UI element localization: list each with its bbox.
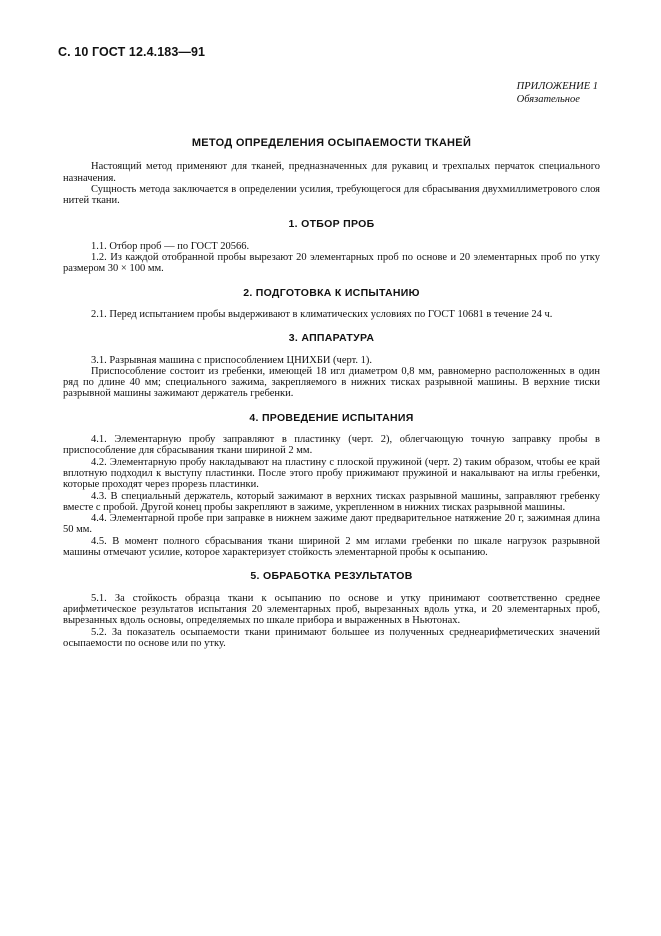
section-heading: 3. АППАРАТУРА [288, 332, 375, 345]
intro-paragraph: Сущность метода заключается в определении усилия, требующегося для сбрасывания двухмиллиметрового слоя нитей ткани. [63, 183, 600, 207]
section-paragraph: 4.2. Элементарную пробу накладывают на пластину с плоской пружиной (черт. 2) таким образом, чтобы ее край вплотную подходил к выступу пластинки. После этого пробу прижимают пружиной и накалывают на иглы гребенки, которые проходят через прорезь пластинки. [63, 456, 600, 491]
intro-paragraph: Настоящий метод применяют для тканей, предназначенных для рукавиц и трехпалых перчаток специального назначения. [63, 161, 600, 184]
document-body [63, 138, 600, 649]
section-paragraph: 5.1. За стойкость образца ткани к осыпанию по основе и утку принимают соответственно среднее арифметическое результатов испытания 20 элементарных проб, вырезанных вдоль утка, и 20 элементарных проб, вырезанных вдоль основы, определяемых по шкале прибора и выраженных в Ньютонах. [63, 592, 600, 627]
section-paragraph: 4.1. Элементарную пробу заправляют в пластинку (черт. 2), облегчающую точную заправку пробы в приспособление для сбрасывания ткани шириной 2 мм. [63, 434, 600, 457]
section-heading: 5. ОБРАБОТКА РЕЗУЛЬТАТОВ [250, 570, 413, 583]
annex-status: Обязательное [516, 94, 580, 105]
annex-title: ПРИЛОЖЕНИЕ 1 [516, 81, 598, 92]
section-paragraph: 1.1. Отбор проб — по ГОСТ 20566. [91, 240, 250, 252]
section-paragraph: 1.2. Из каждой отобранной пробы вырезают 20 элементарных проб по основе и 20 элементарных проб по утку размером 30 × 100 мм. [63, 252, 600, 275]
section-heading: 4. ПРОВЕДЕНИЕ ИСПЫТАНИЯ [249, 411, 414, 424]
section-paragraph: 3.1. Разрывная машина с приспособлением ЦНИХБИ (черт. 1). [91, 354, 373, 366]
page-header: С. 10 ГОСТ 12.4.183—91 [58, 45, 206, 59]
section-heading: 2. ПОДГОТОВКА К ИСПЫТАНИЮ [243, 286, 420, 299]
annex-label [517, 80, 598, 106]
section-heading: 1. ОТБОР ПРОБ [288, 218, 375, 231]
section-paragraph: Приспособление состоит из гребенки, имеющей 18 игл диаметром 0,8 мм, равномерно расположенных в один ряд по длине 40 мм; специального зажима, закрепляемого в нижних тисках разрывной машины. В верхние тиски разрывной машины зажимают держатель гребенки. [63, 365, 600, 400]
section-paragraph: 4.4. Элементарной пробе при заправке в нижнем зажиме дают предварительное натяжение 20 г, зажимная длина 50 мм. [63, 513, 600, 536]
section-paragraph: 4.5. В момент полного сбрасывания ткани шириной 2 мм иглами гребенки по шкале нагрузок разрывной машины отмечают усилие, которое характеризует стойкость элементарной пробы к осыпанию. [63, 535, 600, 559]
section-paragraph: 5.2. За показатель осыпаемости ткани принимают большее из полученных среднеарифметических значений осыпаемости по основе или по утку. [63, 626, 600, 649]
section-paragraph: 4.3. В специальный держатель, который зажимают в верхних тисках разрывной машины, заправляют гребенку вместе с пробой. Другой конец пробы закрепляют в зажиме, укрепленном в нижних тисках разрывной машины. [63, 490, 600, 513]
section-paragraph: 2.1. Перед испытанием пробы выдерживают в климатических условиях по ГОСТ 10681 в течение 24 ч. [91, 308, 553, 320]
document-title: МЕТОД ОПРЕДЕЛЕНИЯ ОСЫПАЕМОСТИ ТКАНЕЙ [191, 137, 472, 149]
